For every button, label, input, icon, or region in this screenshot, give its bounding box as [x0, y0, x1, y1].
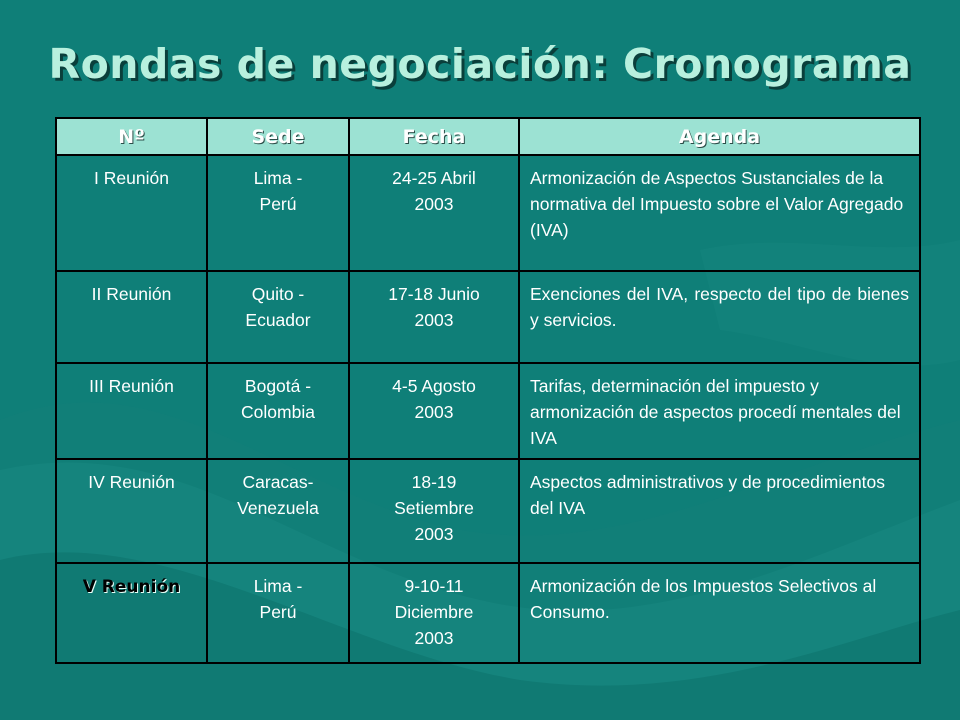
- cell-num: I Reunión: [56, 155, 207, 271]
- table-header-row: [56, 118, 920, 155]
- header-sede: Sede: [207, 118, 349, 155]
- cell-sede: Lima - Perú: [207, 563, 349, 663]
- cell-fecha: 17-18 Junio 2003: [349, 271, 519, 363]
- cell-agenda: Armonización de Aspectos Sustanciales de la normativa del Impuesto sobre el Valor Agregado (IVA): [519, 155, 920, 271]
- cell-num: [56, 563, 207, 663]
- cell-num: II Reunión: [56, 271, 207, 363]
- cell-sede: Quito - Ecuador: [207, 271, 349, 363]
- schedule-table: [55, 117, 921, 664]
- cell-num-label: V Reunión: [82, 577, 181, 597]
- cell-sede: Bogotá - Colombia: [207, 363, 349, 459]
- header-num: Nº: [56, 118, 207, 155]
- table-row: [56, 363, 920, 459]
- cell-sede: Lima - Perú: [207, 155, 349, 271]
- cell-num: IV Reunión: [56, 459, 207, 563]
- table-row: [56, 271, 920, 363]
- cell-agenda: Tarifas, determinación del impuesto y armonización de aspectos procedí mentales del IVA: [519, 363, 920, 459]
- cell-agenda: Armonización de los Impuestos Selectivos al Consumo.: [519, 563, 920, 663]
- table-row: [56, 563, 920, 663]
- header-fecha: Fecha: [349, 118, 519, 155]
- cell-fecha: 24-25 Abril 2003: [349, 155, 519, 271]
- cell-fecha: 9-10-11 Diciembre 2003: [349, 563, 519, 663]
- page-title: Rondas de negociación: Cronograma: [48, 40, 912, 88]
- cell-agenda: Exenciones del IVA, respecto del tipo de bienes y servicios.: [519, 271, 920, 363]
- header-agenda: Agenda: [519, 118, 920, 155]
- table-row: [56, 155, 920, 271]
- cell-agenda: Aspectos administrativos y de procedimientos del IVA: [519, 459, 920, 563]
- cell-num: III Reunión: [56, 363, 207, 459]
- cell-fecha: 4-5 Agosto 2003: [349, 363, 519, 459]
- cell-sede: Caracas- Venezuela: [207, 459, 349, 563]
- cell-fecha: 18-19 Setiembre 2003: [349, 459, 519, 563]
- table-row: [56, 459, 920, 563]
